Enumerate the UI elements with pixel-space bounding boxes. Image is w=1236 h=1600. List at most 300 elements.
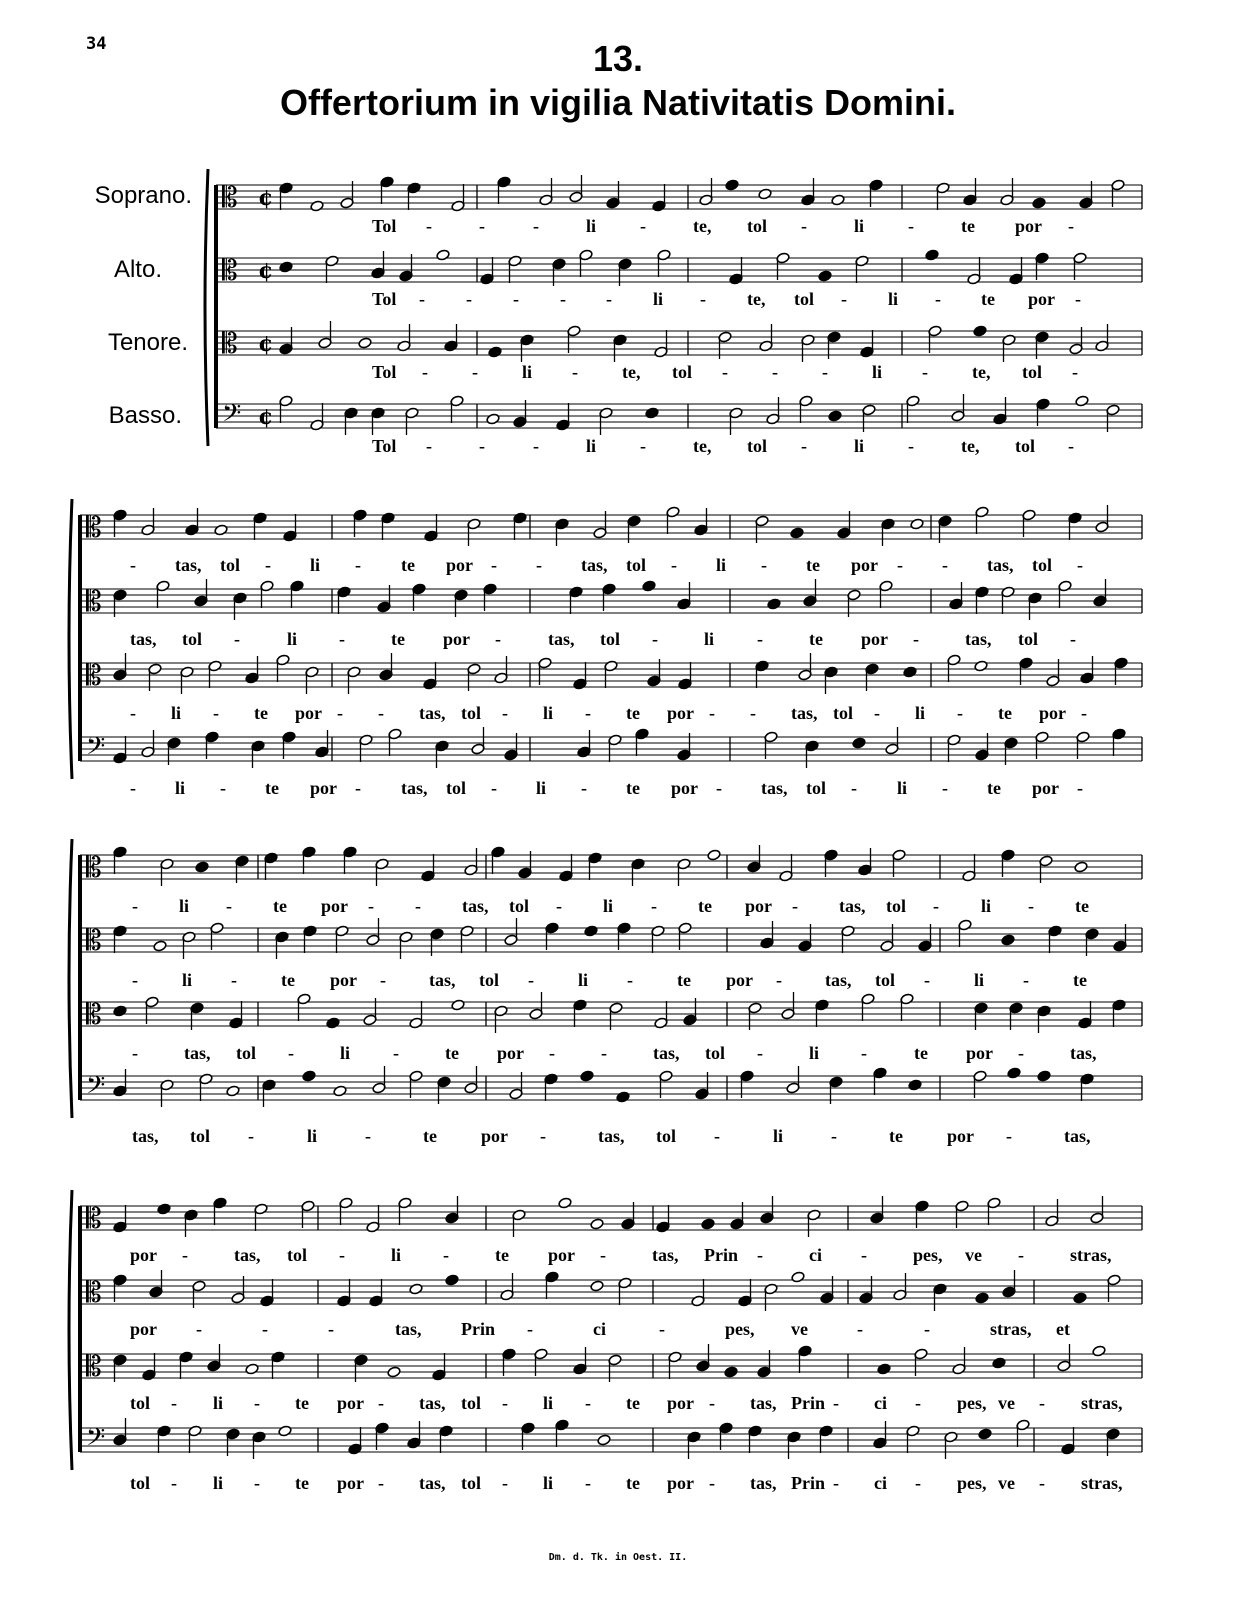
lyric-syllable: - (265, 555, 271, 575)
lyric-syllable: - (942, 555, 948, 575)
lyric-syllable: - (915, 1393, 921, 1413)
piece-title: Offertorium in vigilia Nativitatis Domini. (279, 82, 957, 123)
lyric-syllable: - (1081, 703, 1087, 723)
lyric-syllable: li (586, 436, 597, 456)
lyric-syllable: - (585, 1473, 591, 1493)
lyric-syllable: tas, (175, 555, 202, 575)
lyric-syllable: - (581, 778, 587, 798)
lyric-syllable: ve (965, 1245, 982, 1265)
lyric-syllable: te (626, 703, 640, 723)
lyric-syllable: - (378, 703, 384, 723)
lyric-syllable: tas, (184, 1043, 211, 1063)
lyric-syllable: Prin (704, 1245, 738, 1265)
lyric-syllable: - (857, 1319, 863, 1339)
lyric-syllable: te (273, 896, 287, 916)
lyric-syllable: por (321, 896, 348, 916)
lyric-syllable: tas, (750, 1393, 777, 1413)
lyric-syllable: li (213, 1393, 224, 1413)
lyric-syllable: ve (998, 1393, 1015, 1413)
lyric-syllable: - (365, 1126, 371, 1146)
lyric-syllable: - (415, 896, 421, 916)
note-head (758, 188, 772, 200)
note-head (1037, 1070, 1051, 1082)
lyric-syllable: por (1028, 289, 1055, 309)
lyric-syllable: - (861, 1043, 867, 1063)
lyric-syllable: - (466, 289, 472, 309)
lyric-syllable: tol (1022, 362, 1042, 382)
note-head (877, 1363, 891, 1375)
lyric-syllable: por (861, 629, 888, 649)
lyric-syllable: tol (875, 970, 895, 990)
lyric-syllable: - (1028, 896, 1034, 916)
lyric-syllable: - (556, 896, 562, 916)
lyric-syllable: - (722, 362, 728, 382)
bass-clef-icon: 𝄢 (86, 1423, 106, 1458)
lyric-syllable: tol (130, 1393, 150, 1413)
lyric-syllable: - (772, 362, 778, 382)
lyric-syllable: - (132, 1043, 138, 1063)
lyric-syllable: li (716, 555, 727, 575)
lyric-syllable: li (179, 896, 190, 916)
lyric-syllable: tol (1018, 629, 1038, 649)
lyric-syllable: - (536, 555, 542, 575)
lyric-syllable: Tol (372, 289, 397, 309)
lyric-syllable: - (443, 1245, 449, 1265)
system-4-brace (69, 1190, 72, 1470)
lyric-syllable: - (757, 1043, 763, 1063)
lyric-syllable: te, (693, 216, 712, 236)
lyric-syllable: tol (461, 1393, 481, 1413)
lyric-syllable: - (1006, 1126, 1012, 1146)
lyric-syllable: - (171, 1393, 177, 1413)
lyric-syllable: - (861, 1245, 867, 1265)
lyric-syllable: te (295, 1393, 309, 1413)
lyric-syllable: li (536, 778, 547, 798)
lyric-syllable: tol (705, 1043, 725, 1063)
lyric-syllable: li (872, 362, 883, 382)
lyric-syllable: - (540, 1126, 546, 1146)
lyric-syllable: - (231, 970, 237, 990)
note-head (580, 1070, 594, 1082)
note-head (910, 518, 924, 530)
system-1-brace (205, 169, 208, 446)
lyric-syllable: - (254, 1473, 260, 1493)
note-head (333, 1085, 347, 1097)
note-head (828, 410, 842, 422)
lyric-syllable: - (248, 1126, 254, 1146)
lyric-syllable: li (897, 778, 908, 798)
lyric-syllable: te (806, 555, 820, 575)
note-head (903, 666, 917, 678)
lyric-syllable: pes, (957, 1473, 987, 1493)
note-head (451, 999, 465, 1011)
lyric-syllable: - (841, 289, 847, 309)
lyric-syllable: te, (972, 362, 991, 382)
lyric-syllable: por (330, 970, 357, 990)
lyric-syllable: por (548, 1245, 575, 1265)
lyric-syllable: tol (656, 1126, 676, 1146)
note-head (973, 325, 987, 337)
lyric-syllable: te (1073, 970, 1087, 990)
lyric-syllable: Tol (372, 436, 397, 456)
bass-clef-icon: 𝄢 (222, 399, 242, 434)
lyric-syllable: li (704, 629, 715, 649)
lyric-syllable: - (572, 362, 578, 382)
lyric-syllable: Prin (791, 1393, 825, 1413)
lyric-syllable: li (578, 970, 589, 990)
lyric-syllable: - (1039, 1473, 1045, 1493)
note-head (767, 598, 781, 610)
c-clef-icon: 𝄡 (222, 254, 238, 287)
lyric-syllable: - (502, 703, 508, 723)
note-head (278, 1425, 292, 1437)
lyric-syllable: por (295, 703, 322, 723)
lyric-syllable: por (130, 1245, 157, 1265)
lyric-syllable: tas, (1064, 1126, 1091, 1146)
lyric-syllable: te, (961, 436, 980, 456)
lyric-syllable: Prin (791, 1473, 825, 1493)
lyric-syllable: - (339, 629, 345, 649)
lyric-syllable: li (586, 216, 597, 236)
note-head (302, 1070, 316, 1082)
bass-clef-icon: 𝄢 (86, 732, 106, 767)
note-head (245, 1363, 259, 1375)
lyric-syllable: tol (509, 896, 529, 916)
note-head (597, 1434, 611, 1446)
lyric-syllable: por (667, 1473, 694, 1493)
note-head (387, 1366, 401, 1378)
lyric-syllable: - (1077, 778, 1083, 798)
c-clef-icon: 𝄡 (86, 1276, 102, 1309)
lyric-syllable: li (974, 970, 985, 990)
lyric-syllable: por (671, 778, 698, 798)
lyric-syllable: te (626, 778, 640, 798)
note-head (409, 1283, 423, 1295)
lyric-syllable: tol (182, 629, 202, 649)
lyric-syllable: tol (479, 970, 499, 990)
lyric-syllable: - (234, 629, 240, 649)
lyric-syllable: - (196, 1319, 202, 1339)
lyric-syllable: tas, (548, 629, 575, 649)
lyric-syllable: te (626, 1393, 640, 1413)
note-head (153, 940, 167, 952)
lyric-syllable: - (671, 555, 677, 575)
lyric-syllable: ci (593, 1319, 606, 1339)
bass-clef-icon: 𝄢 (86, 1071, 106, 1106)
c-clef-icon: 𝄡 (86, 998, 102, 1031)
lyric-syllable: - (355, 555, 361, 575)
note-head (279, 261, 293, 273)
note-head (358, 337, 372, 349)
lyric-syllable: li (773, 1126, 784, 1146)
note-head (1001, 934, 1015, 946)
lyric-syllable: li (522, 362, 533, 382)
lyric-syllable: li (287, 629, 298, 649)
lyric-syllable: - (709, 703, 715, 723)
lyric-syllable: te (295, 1473, 309, 1493)
lyric-syllable: - (801, 436, 807, 456)
lyric-syllable: por (446, 555, 473, 575)
lyric-syllable: te (987, 778, 1001, 798)
note-head (724, 1366, 738, 1378)
lyric-syllable: - (924, 1319, 930, 1339)
cut-time-icon: ¢ (258, 331, 274, 357)
voice-label-alto: Alto. (113, 256, 162, 283)
lyric-syllable: - (822, 362, 828, 382)
lyric-syllable: Tol (372, 362, 397, 382)
lyric-syllable: - (549, 1043, 555, 1063)
lyric-syllable: - (600, 1245, 606, 1265)
note-head (1073, 1292, 1087, 1304)
lyric-syllable: - (709, 1473, 715, 1493)
lyric-syllable: - (419, 289, 425, 309)
cut-time-icon: ¢ (258, 404, 274, 430)
lyric-syllable: por (310, 778, 337, 798)
note-head (818, 270, 832, 282)
lyric-syllable: - (1075, 289, 1081, 309)
lyric-syllable: tas, (965, 629, 992, 649)
note-head (445, 1274, 459, 1286)
lyric-syllable: te (981, 289, 995, 309)
lyric-syllable: tas, (652, 1245, 679, 1265)
lyric-syllable: stras, (1070, 1245, 1112, 1265)
lyric-syllable: - (585, 703, 591, 723)
lyric-syllable: - (700, 289, 706, 309)
c-clef-icon: 𝄡 (222, 181, 238, 214)
lyric-syllable: tas, (791, 703, 818, 723)
lyric-syllable: - (627, 970, 633, 990)
lyric-syllable: li (182, 970, 193, 990)
lyric-syllable: li (915, 703, 926, 723)
lyric-syllable: tol (794, 289, 814, 309)
lyric-syllable: te (809, 629, 823, 649)
lyric-syllable: por (667, 703, 694, 723)
lyric-syllable: li (213, 1473, 224, 1493)
lyric-syllable: tas, (987, 555, 1014, 575)
lyric-syllable: - (393, 1043, 399, 1063)
lyric-syllable: tas, (598, 1126, 625, 1146)
lyric-syllable: - (606, 289, 612, 309)
lyric-syllable: tol (600, 629, 620, 649)
lyric-syllable: tas, (839, 896, 866, 916)
lyric-syllable: - (714, 1126, 720, 1146)
lyric-syllable: - (533, 216, 539, 236)
lyric-syllable: tas, (395, 1319, 422, 1339)
lyric-syllable: tas, (234, 1245, 261, 1265)
lyric-syllable: - (1018, 1043, 1024, 1063)
lyric-syllable: por (745, 896, 772, 916)
lyric-syllable: stras, (990, 1319, 1032, 1339)
lyric-syllable: tas, (419, 1393, 446, 1413)
lyric-syllable: - (957, 703, 963, 723)
lyric-syllable: stras, (1081, 1393, 1123, 1413)
lyric-syllable: - (378, 1393, 384, 1413)
lyric-syllable: - (426, 436, 432, 456)
lyric-syllable: - (495, 629, 501, 649)
note-head (616, 1091, 630, 1103)
note-head (642, 580, 656, 592)
c-clef-icon: 𝄡 (86, 924, 102, 957)
lyric-syllable: por (726, 970, 753, 990)
lyric-syllable: - (254, 1393, 260, 1413)
lyric-syllable: - (761, 555, 767, 575)
lyric-syllable: ve (791, 1319, 808, 1339)
lyric-syllable: li (888, 289, 899, 309)
note-head (195, 861, 209, 873)
lyric-syllable: - (262, 1319, 268, 1339)
lyric-syllable: - (757, 1245, 763, 1265)
c-clef-icon: 𝄡 (86, 585, 102, 618)
lyric-syllable: - (220, 778, 226, 798)
lyric-syllable: - (942, 778, 948, 798)
lyric-syllable: - (933, 896, 939, 916)
lyric-syllable: tol (461, 703, 481, 723)
lyric-syllable: - (1039, 1393, 1045, 1413)
lyric-syllable: - (479, 216, 485, 236)
lyric-syllable: tas, (429, 970, 456, 990)
lyric-syllable: - (339, 1245, 345, 1265)
system-2-brace (69, 499, 72, 779)
lyric-syllable: li (543, 703, 554, 723)
lyric-syllable: - (1070, 629, 1076, 649)
lyric-syllable: - (601, 1043, 607, 1063)
lyric-syllable: - (659, 1319, 665, 1339)
lyric-syllable: Prin (461, 1319, 495, 1339)
lyric-syllable: por (497, 1043, 524, 1063)
lyric-syllable: - (533, 436, 539, 456)
lyric-syllable: li (175, 778, 186, 798)
lyric-syllable: - (922, 362, 928, 382)
lyric-syllable: por (1032, 778, 1059, 798)
lyric-syllable: tol (236, 1043, 256, 1063)
lyric-syllable: ve (998, 1473, 1015, 1493)
lyric-syllable: - (130, 778, 136, 798)
note-head (707, 849, 721, 861)
note-head (436, 249, 450, 261)
lyric-syllable: tas, (750, 1473, 777, 1493)
lyric-syllable: tas, (132, 1126, 159, 1146)
note-head (584, 925, 598, 937)
lyric-syllable: por (443, 629, 470, 649)
lyric-syllable: tol (747, 216, 767, 236)
lyric-syllable: - (908, 216, 914, 236)
note-head (157, 1203, 171, 1215)
lyric-syllable: li (854, 216, 865, 236)
lyric-syllable: tol (886, 896, 906, 916)
lyric-syllable: tol (1032, 555, 1052, 575)
lyric-syllable: - (915, 1473, 921, 1493)
footer-note: Dm. d. Tk. in Oest. II. (548, 1552, 688, 1563)
lyric-syllable: te (677, 970, 691, 990)
lyric-syllable: - (924, 970, 930, 990)
lyric-syllable: por (481, 1126, 508, 1146)
lyric-syllable: pes, (957, 1393, 987, 1413)
lyric-syllable: - (1023, 970, 1029, 990)
lyric-syllable: - (651, 896, 657, 916)
c-clef-icon: 𝄡 (86, 851, 102, 884)
lyric-syllable: te (998, 703, 1012, 723)
lyric-syllable: - (491, 555, 497, 575)
note-head (1007, 1067, 1021, 1079)
note-head (831, 194, 845, 206)
system-3-brace (69, 839, 72, 1118)
lyric-syllable: - (132, 896, 138, 916)
lyric-syllable: tol (461, 1473, 481, 1493)
lyric-syllable: li (391, 1245, 402, 1265)
lyric-syllable: - (171, 1473, 177, 1493)
lyric-syllable: tol (1015, 436, 1035, 456)
lyric-syllable: - (426, 216, 432, 236)
note-head (974, 660, 988, 672)
lyric-syllable: - (851, 778, 857, 798)
note-head (214, 524, 228, 536)
lyric-syllable: - (337, 703, 343, 723)
lyric-syllable: - (378, 1473, 384, 1493)
lyric-syllable: ci (874, 1473, 887, 1493)
lyric-syllable: por (1039, 703, 1066, 723)
lyric-syllable: tas, (581, 555, 608, 575)
lyric-syllable: - (528, 970, 534, 990)
lyric-syllable: Tol (372, 216, 397, 236)
lyric-syllable: et (1056, 1319, 1070, 1339)
lyric-syllable: - (833, 1393, 839, 1413)
c-clef-icon: 𝄡 (86, 511, 102, 544)
lyric-syllable: te (1075, 896, 1089, 916)
lyric-syllable: - (652, 629, 658, 649)
lyric-syllable: - (422, 362, 428, 382)
lyric-syllable: - (368, 896, 374, 916)
lyric-syllable: tas, (653, 1043, 680, 1063)
c-clef-icon: 𝄡 (222, 327, 238, 360)
c-clef-icon: 𝄡 (86, 1202, 102, 1235)
lyric-syllable: tol (806, 778, 826, 798)
note-head (925, 249, 939, 261)
lyric-syllable: - (479, 436, 485, 456)
lyric-syllable: - (750, 703, 756, 723)
lyric-syllable: - (213, 703, 219, 723)
voice-label-soprano: Soprano. (94, 182, 192, 209)
lyric-syllable: ci (874, 1393, 887, 1413)
lyric-syllable: li (543, 1473, 554, 1493)
lyric-syllable: tas, (419, 703, 446, 723)
lyric-syllable: tas, (462, 896, 489, 916)
lyric-syllable: - (130, 555, 136, 575)
lyric-syllable: por (667, 1393, 694, 1413)
lyric-syllable: li (310, 555, 321, 575)
lyric-syllable: - (560, 289, 566, 309)
note-head (1032, 197, 1046, 209)
lyric-syllable: - (328, 1319, 334, 1339)
lyric-syllable: - (874, 703, 880, 723)
cut-time-icon: ¢ (258, 258, 274, 284)
lyric-syllable: por (947, 1126, 974, 1146)
lyric-syllable: - (502, 1473, 508, 1493)
lyric-syllable: li (809, 1043, 820, 1063)
lyric-syllable: ci (809, 1245, 822, 1265)
lyric-syllable: por (1015, 216, 1042, 236)
lyric-syllable: por (337, 1393, 364, 1413)
lyric-syllable: - (640, 216, 646, 236)
note-head (488, 346, 502, 358)
lyric-syllable: li (543, 1393, 554, 1413)
lyric-syllable: te (961, 216, 975, 236)
lyric-syllable: - (913, 629, 919, 649)
lyric-syllable: te (391, 629, 405, 649)
lyric-syllable: - (130, 703, 136, 723)
lyric-syllable: te (495, 1245, 509, 1265)
lyric-syllable: te, (693, 436, 712, 456)
lyric-syllable: - (585, 1393, 591, 1413)
